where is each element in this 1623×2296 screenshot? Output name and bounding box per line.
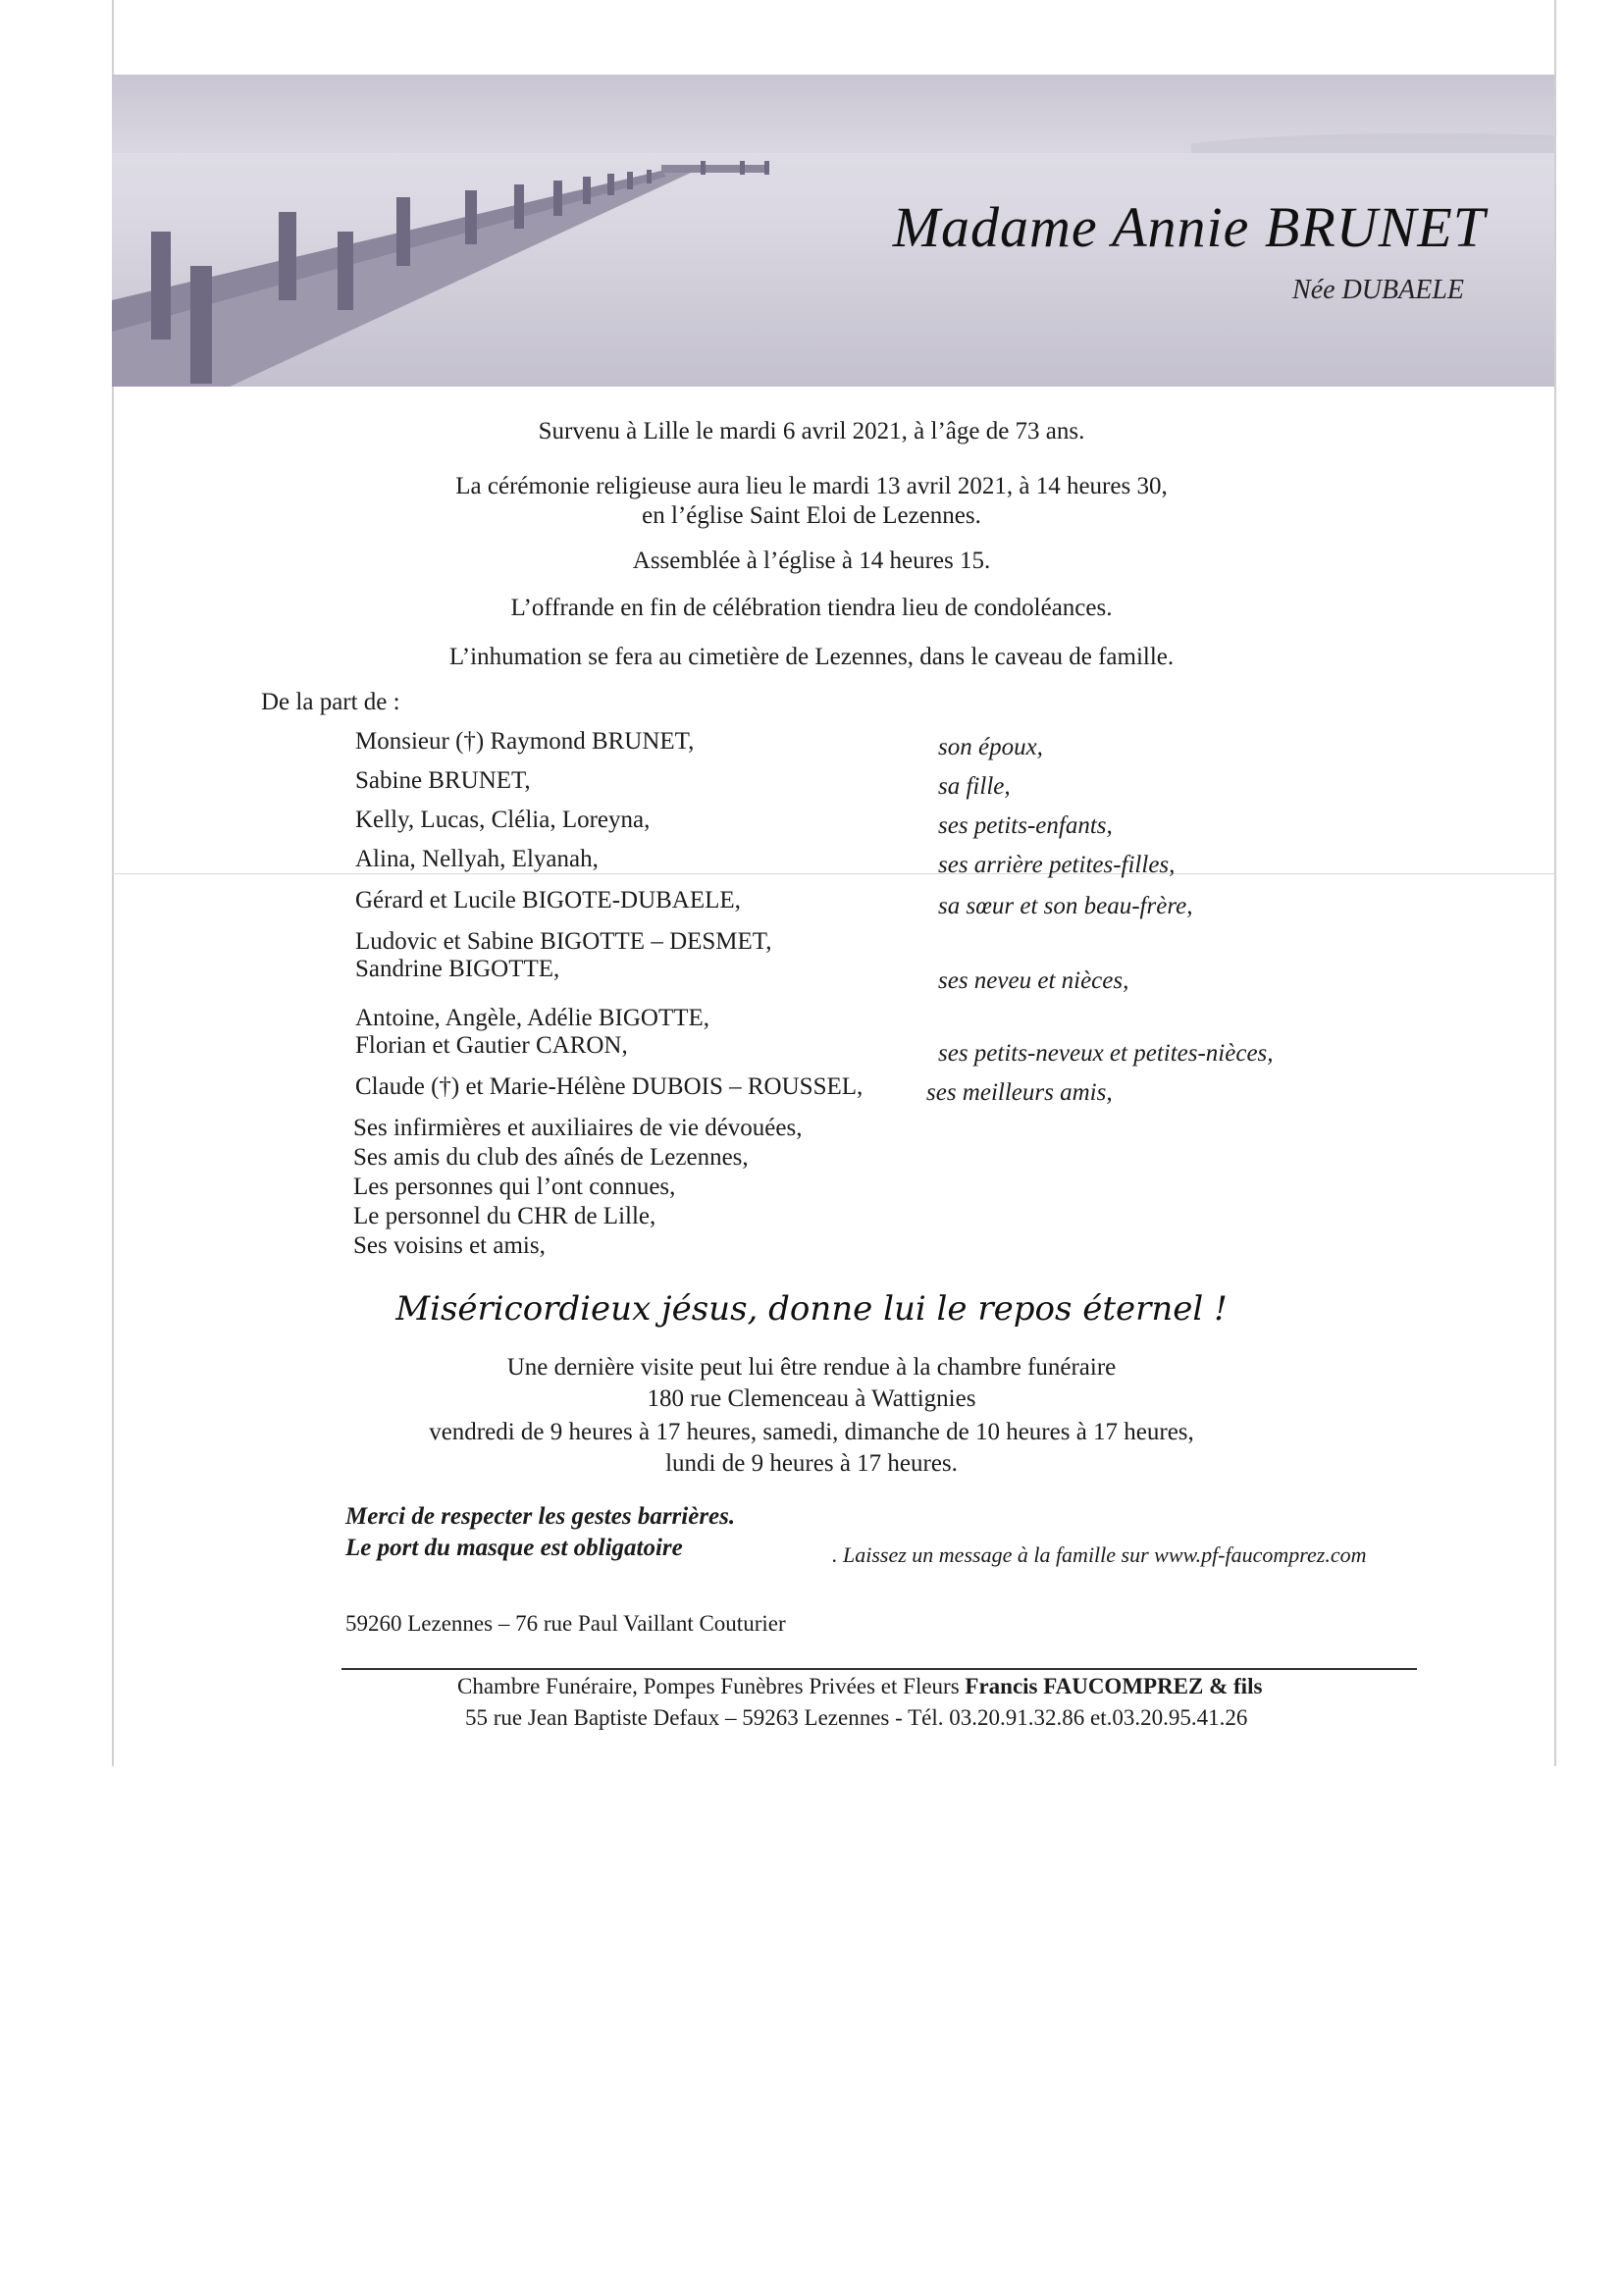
visit-line-4: lundi de 9 heures à 17 heures. — [665, 1450, 958, 1477]
family-name: Florian et Gautier CARON, — [355, 1032, 628, 1059]
footer-company-name: Francis FAUCOMPREZ & fils — [965, 1674, 1263, 1698]
footer-company-prefix: Chambre Funéraire, Pompes Funèbres Privées et Fleurs — [457, 1674, 966, 1698]
deceased-name: Madame Annie BRUNET — [892, 195, 1486, 259]
assembly-line: Assemblée à l’église à 14 heures 15. — [632, 548, 991, 574]
offering-line: L’offrande en fin de célébration tiendra lieu de condoléances. — [510, 595, 1113, 621]
family-relation: ses arrière petites-filles, — [938, 852, 1176, 878]
footer-company — [457, 1674, 1262, 1699]
death-notice: Survenu à Lille le mardi 6 avril 2021, à l’âge de 73 ans. — [538, 418, 1085, 444]
other-mourner: Ses voisins et amis, — [353, 1232, 546, 1259]
scan-fold-right — [1554, 0, 1556, 1766]
family-name: Monsieur (†) Raymond BRUNET, — [355, 728, 695, 755]
burial-line: L’inhumation se fera au cimetière de Lezennes, dans le caveau de famille. — [448, 644, 1175, 670]
family-name: Sabine BRUNET, — [355, 767, 531, 794]
family-name: Kelly, Lucas, Clélia, Loreyna, — [355, 807, 651, 833]
maiden-name: Née DUBAELE — [1292, 275, 1464, 305]
barrier-notice: Merci de respecter les gestes barrières. — [345, 1503, 736, 1530]
other-mourner: Ses amis du club des aînés de Lezennes, — [353, 1144, 749, 1171]
mask-notice: Le port du masque est obligatoire — [345, 1535, 683, 1561]
family-relation: son époux, — [938, 734, 1043, 760]
ceremony-line-1: La cérémonie religieuse aura lieu le mardi 13 avril 2021, à 14 heures 30, — [455, 473, 1168, 499]
visit-line-3: vendredi de 9 heures à 17 heures, samedi, dimanche de 10 heures à 17 heures, — [429, 1419, 1194, 1445]
family-relation: ses meilleurs amis, — [926, 1079, 1113, 1106]
footer-contact: 55 rue Jean Baptiste Defaux – 59263 Lezennes - Tél. 03.20.91.32.86 et.03.20.95.41.26 — [465, 1705, 1248, 1730]
family-relation: ses petits-enfants, — [938, 812, 1113, 839]
message-notice: . Laissez un message à la famille sur www.pf-faucomprez.com — [832, 1542, 1367, 1567]
other-mourner: Le personnel du CHR de Lille, — [353, 1203, 656, 1229]
prayer-line: Miséricordieux jésus, donne lui le repos éternel ! — [395, 1289, 1228, 1329]
family-relation: ses petits-neveux et petites-nièces, — [938, 1040, 1274, 1067]
family-name: Sandrine BIGOTTE, — [355, 956, 560, 982]
family-name: Antoine, Angèle, Adélie BIGOTTE, — [355, 1005, 710, 1031]
family-name: Gérard et Lucile BIGOTE-DUBAELE, — [355, 887, 741, 913]
family-name: Claude (†) et Marie-Hélène DUBOIS – ROUSSEL, — [355, 1073, 864, 1100]
family-relation: sa sœur et son beau-frère, — [938, 893, 1193, 919]
family-relation: sa fille, — [938, 773, 1011, 800]
family-name: Alina, Nellyah, Elyanah, — [355, 846, 599, 872]
scan-fold-mark — [112, 873, 1554, 874]
footer-rule — [341, 1668, 1417, 1670]
ceremony-line-2: en l’église Saint Eloi de Lezennes. — [642, 502, 981, 529]
address-line: 59260 Lezennes – 76 rue Paul Vaillant Couturier — [345, 1611, 786, 1636]
family-relation: ses neveu et nièces, — [938, 967, 1129, 994]
family-name: Ludovic et Sabine BIGOTTE – DESMET, — [355, 928, 772, 955]
family-intro: De la part de : — [261, 689, 400, 715]
header-banner — [112, 75, 1554, 387]
other-mourner: Ses infirmières et auxiliaires de vie dévouées, — [353, 1115, 803, 1141]
visit-line-2: 180 rue Clemenceau à Wattignies — [647, 1385, 976, 1412]
other-mourner: Les personnes qui l’ont connues, — [353, 1174, 676, 1200]
visit-line-1: Une dernière visite peut lui être rendue à la chambre funéraire — [506, 1354, 1117, 1381]
